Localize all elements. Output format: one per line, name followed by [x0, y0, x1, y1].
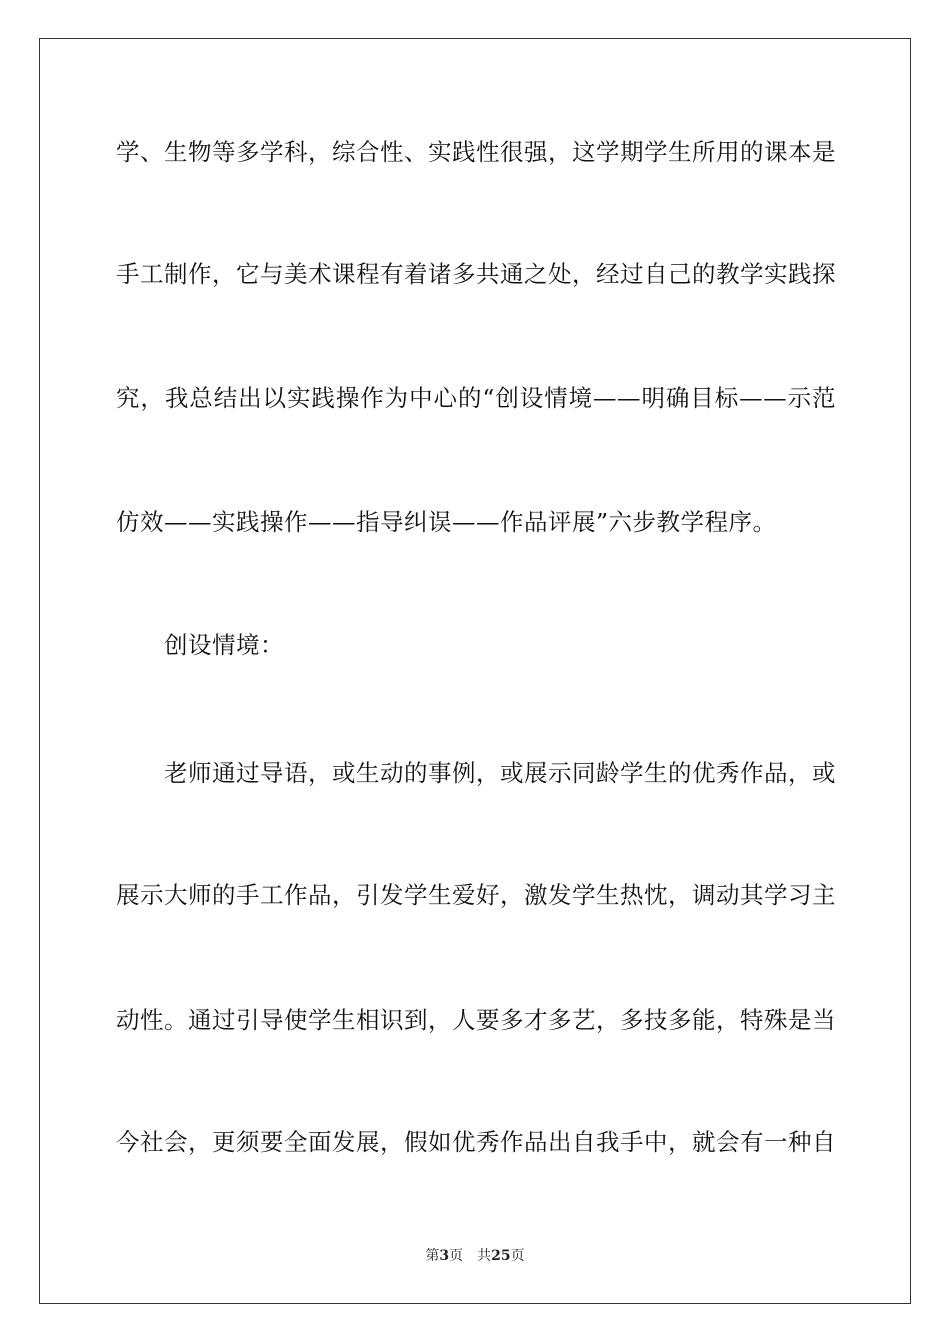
body-text-line: 仿效——实践操作——指导纠误——作品评展”六步教学程序。	[116, 508, 777, 536]
page-prefix: 第	[425, 1248, 440, 1264]
page-suffix: 页	[510, 1248, 525, 1264]
current-page-number: 3	[439, 1248, 450, 1264]
page-border	[39, 38, 911, 1304]
body-text-line: 今社会，更须要全面发展，假如优秀作品出自我手中，就会有一种自	[116, 1128, 836, 1156]
body-text-line: 究，我总结出以实践操作为中心的“创设情境——明确目标——示范	[116, 384, 836, 412]
total-pages-number: 25	[491, 1248, 511, 1264]
body-text-line: 手工制作，它与美术课程有着诸多共通之处，经过自己的教学实践探	[116, 260, 836, 288]
body-text-line: 展示大师的手工作品，引发学生爱好，激发学生热忱，调动其学习主	[116, 881, 836, 909]
body-text-line: 老师通过导语，或生动的事例，或展示同龄学生的优秀作品，或	[164, 759, 836, 787]
body-text-line: 动性。通过引导使学生相识到，人要多才多艺，多技多能，特殊是当	[116, 1006, 836, 1034]
page-footer	[0, 1247, 950, 1265]
section-heading: 创设情境：	[164, 631, 284, 659]
page-mid-label: 页 共	[449, 1248, 492, 1264]
body-text-line: 学、生物等多学科，综合性、实践性很强，这学期学生所用的课本是	[116, 138, 836, 166]
